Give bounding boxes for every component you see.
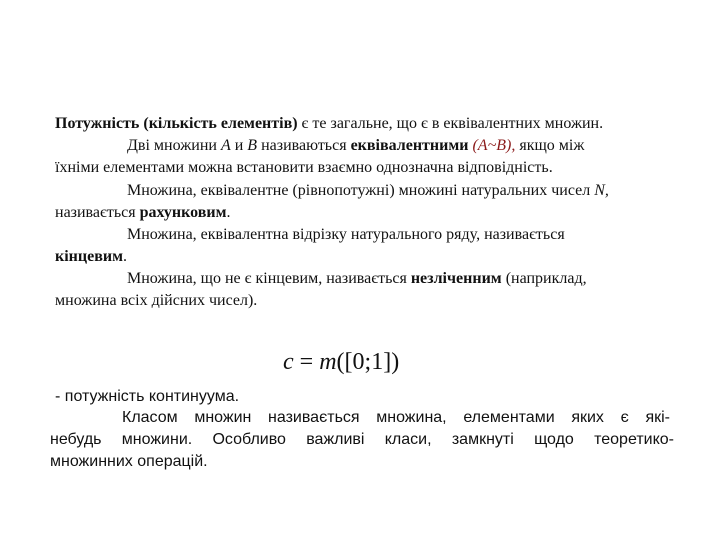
classes-line3: множинних операцій.	[50, 453, 208, 470]
paragraph-uncountable	[127, 268, 587, 289]
conjunction-and: и	[234, 137, 244, 154]
classes-line2	[50, 429, 674, 450]
continuum-caption: - потужність континуума.	[55, 388, 240, 405]
equivalent-suffix: якщо між	[519, 137, 585, 154]
equivalence-notation: (A~B),	[472, 137, 516, 154]
power-definition-text: є те загальне, що є в еквівалентних множин.	[297, 115, 604, 132]
set-a-symbol: A	[220, 137, 231, 154]
paragraph-power-definition	[55, 113, 603, 134]
uncountable-suffix: (наприклад,	[505, 270, 587, 287]
term-equivalent: еквівалентними	[350, 137, 469, 154]
uncountable-prefix: Множина, що не є кінцевим, називається	[127, 270, 407, 287]
formula-c: c	[283, 349, 294, 375]
term-power: Потужність (кількість елементів)	[55, 115, 298, 132]
countable-line1: Множина, еквівалентне (рівнопотужні) множині натуральних чисел	[127, 182, 591, 199]
term-uncountable: незліченним	[410, 270, 502, 287]
called-word: називаються	[261, 137, 347, 154]
natural-numbers-symbol: N,	[594, 182, 609, 199]
finite-line2	[55, 246, 127, 267]
countable-line2	[55, 202, 230, 223]
formula-equals: =	[299, 349, 314, 375]
set-b-symbol: B	[247, 137, 258, 154]
equivalent-prefix: Дві множини	[127, 137, 217, 154]
paragraph-countable	[127, 180, 609, 201]
term-countable: рахунковим	[139, 204, 227, 221]
classes-line1-text: Класом множин називається множина, елементами яких є які-	[122, 409, 670, 426]
countable-called: називається	[55, 204, 136, 221]
equivalent-sets-line2: їхніми елементами можна встановити взаємно однозначна відповідність.	[55, 159, 553, 176]
paragraph-finite: Множина, еквівалентна відрізку натурального ряду, називається	[127, 226, 565, 243]
formula-argument: ([0;1])	[336, 349, 400, 375]
finite-period: .	[122, 248, 127, 265]
uncountable-line2: множина всіх дійсних чисел).	[55, 292, 258, 309]
formula-m: m	[319, 349, 337, 375]
countable-period: .	[226, 204, 231, 221]
term-finite: кінцевим	[55, 248, 123, 265]
classes-line1	[122, 407, 670, 428]
continuum-formula	[283, 348, 399, 376]
classes-line2-text: небудь множини. Особливо важливі класи, замкнуті щодо теоретико-	[50, 431, 674, 448]
paragraph-equivalent-sets	[127, 135, 584, 156]
